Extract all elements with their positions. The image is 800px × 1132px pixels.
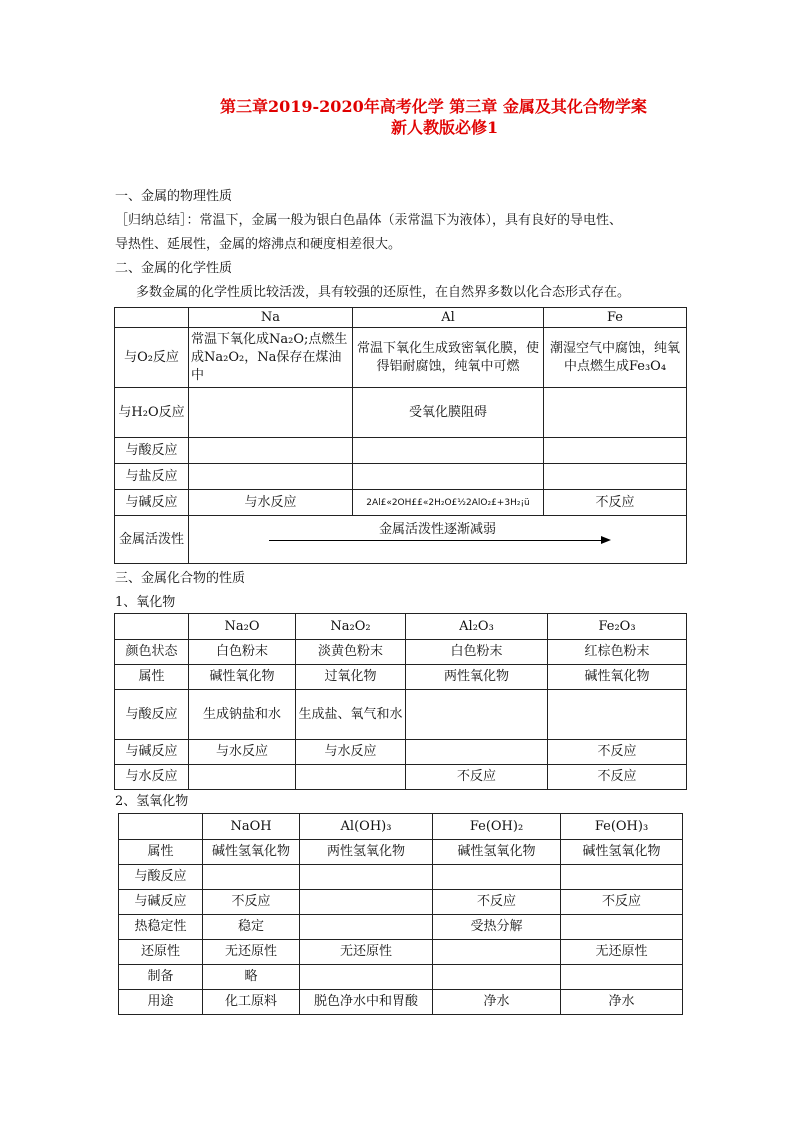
table-cell: 与水反应 — [189, 490, 353, 516]
table-row — [115, 490, 687, 516]
row-label: 还原性 — [119, 940, 203, 965]
section1-summary-line2: 导热性、延展性，金属的熔沸点和硬度相差很大。 — [115, 237, 402, 252]
table-cell: 净水 — [561, 990, 683, 1015]
document-title-line1: 第三章2019-2020年高考化学 第三章 金属及其化合物学案 — [220, 97, 647, 116]
header-cell: Fe(OH)₂ — [433, 814, 561, 840]
metal-properties-table — [114, 307, 687, 564]
table-cell: 红棕色粉末 — [548, 640, 687, 665]
table-cell — [353, 438, 544, 464]
table-cell: 不反应 — [561, 890, 683, 915]
row-label: 用途 — [119, 990, 203, 1015]
row-label: 热稳定性 — [119, 915, 203, 940]
table-cell: 无还原性 — [561, 940, 683, 965]
table-cell: 常温下氧化成Na₂O;点燃生成Na₂O₂，Na保存在煤油中 — [189, 328, 353, 388]
row-label: 与碱反应 — [115, 740, 189, 765]
table-cell: 白色粉末 — [189, 640, 296, 665]
table-row — [115, 464, 687, 490]
oxides-heading: 1、氧化物 — [115, 595, 176, 610]
table-cell: 无还原性 — [300, 940, 433, 965]
table-row — [119, 865, 683, 890]
section3-heading: 三、金属化合物的性质 — [115, 571, 246, 586]
hydroxides-heading: 2、氢氧化物 — [115, 794, 189, 809]
arrow-line — [269, 540, 607, 541]
row-label: 与水反应 — [115, 765, 189, 790]
table-header-row — [119, 814, 683, 840]
table-cell — [548, 690, 687, 740]
header-cell: Al — [353, 308, 544, 328]
table-row — [119, 840, 683, 865]
table-row — [115, 765, 687, 790]
header-cell: Al(OH)₃ — [300, 814, 433, 840]
table-cell — [189, 388, 353, 438]
table-cell: 碱性氢氧化物 — [433, 840, 561, 865]
table-cell: 化工原料 — [203, 990, 300, 1015]
table-cell — [544, 464, 687, 490]
table-cell — [189, 765, 296, 790]
header-cell: Fe(OH)₃ — [561, 814, 683, 840]
table-cell: 受氧化膜阻碍 — [353, 388, 544, 438]
header-cell — [119, 814, 203, 840]
table-cell: 白色粉末 — [406, 640, 548, 665]
table-cell: 过氧化物 — [296, 665, 406, 690]
table-row — [115, 516, 687, 564]
table-cell: 淡黄色粉末 — [296, 640, 406, 665]
table-cell: 不反应 — [203, 890, 300, 915]
table-cell: 生成钠盐和水 — [189, 690, 296, 740]
header-cell: Na — [189, 308, 353, 328]
table-cell: 无还原性 — [203, 940, 300, 965]
row-label: 与碱反应 — [115, 490, 189, 516]
table-cell: 不反应 — [548, 740, 687, 765]
table-cell: 碱性氧化物 — [189, 665, 296, 690]
table-cell — [300, 965, 433, 990]
table-cell — [353, 464, 544, 490]
arrow-right-icon — [601, 536, 611, 544]
header-cell — [115, 614, 189, 640]
table-cell — [406, 690, 548, 740]
row-label: 与酸反应 — [115, 438, 189, 464]
table-cell: 碱性氢氧化物 — [203, 840, 300, 865]
header-cell: Al₂O₃ — [406, 614, 548, 640]
table-cell: 不反应 — [548, 765, 687, 790]
header-cell: NaOH — [203, 814, 300, 840]
table-cell: 净水 — [433, 990, 561, 1015]
table-row — [115, 438, 687, 464]
table-cell — [300, 865, 433, 890]
table-header-row — [115, 614, 687, 640]
row-label: 属性 — [119, 840, 203, 865]
table-row — [119, 990, 683, 1015]
table-cell: 生成盐、氧气和水 — [296, 690, 406, 740]
table-cell: 不反应 — [406, 765, 548, 790]
table-row — [115, 388, 687, 438]
row-label: 与碱反应 — [119, 890, 203, 915]
aluminum-base-equation: 2Al£«2OH££«2H₂O£½2AlO₂£+3H₂¡ü — [353, 490, 544, 516]
activity-arrow — [191, 517, 684, 563]
activity-trend-text: 金属活泼性逐渐减弱 — [378, 521, 496, 537]
table-row — [115, 690, 687, 740]
row-label: 颜色状态 — [115, 640, 189, 665]
table-cell: 略 — [203, 965, 300, 990]
table-row — [115, 328, 687, 388]
table-cell — [433, 865, 561, 890]
table-cell: 碱性氧化物 — [548, 665, 687, 690]
row-label: 与酸反应 — [119, 865, 203, 890]
table-cell — [561, 965, 683, 990]
table-cell: 碱性氢氧化物 — [561, 840, 683, 865]
section1-summary-line1: ［归纳总结］：常温下，金属一般为银白色晶体（汞常温下为液体），具有良好的导电性、 — [115, 213, 623, 228]
table-cell — [544, 438, 687, 464]
table-cell: 脱色净水中和胃酸 — [300, 990, 433, 1015]
table-cell — [189, 464, 353, 490]
header-cell: Na₂O — [189, 614, 296, 640]
oxides-table — [114, 613, 687, 790]
table-row — [115, 740, 687, 765]
section1-heading: 一、金属的物理性质 — [115, 189, 233, 204]
table-cell — [406, 740, 548, 765]
header-cell: Fe₂O₃ — [548, 614, 687, 640]
table-cell: 不反应 — [433, 890, 561, 915]
header-cell: Na₂O₂ — [296, 614, 406, 640]
table-row — [119, 940, 683, 965]
table-cell — [561, 915, 683, 940]
table-cell — [433, 965, 561, 990]
table-cell: 两性氢氧化物 — [300, 840, 433, 865]
table-row — [115, 640, 687, 665]
section2-intro: 多数金属的化学性质比较活泼，具有较强的还原性，在自然界多数以化合态形式存在。 — [136, 285, 631, 300]
row-label: 与酸反应 — [115, 690, 189, 740]
row-label: 金属活泼性 — [115, 516, 189, 564]
table-cell: 受热分解 — [433, 915, 561, 940]
activity-trend-cell — [189, 516, 687, 564]
table-cell — [189, 438, 353, 464]
table-cell: 与水反应 — [296, 740, 406, 765]
table-cell: 与水反应 — [189, 740, 296, 765]
table-cell — [300, 915, 433, 940]
header-cell: Fe — [544, 308, 687, 328]
table-row — [119, 915, 683, 940]
table-row — [115, 665, 687, 690]
table-cell — [561, 865, 683, 890]
table-cell: 不反应 — [544, 490, 687, 516]
row-label: 制备 — [119, 965, 203, 990]
table-header-row — [115, 308, 687, 328]
table-cell: 常温下氧化生成致密氧化膜，使得铝耐腐蚀，纯氧中可燃 — [353, 328, 544, 388]
table-row — [119, 890, 683, 915]
table-cell: 潮湿空气中腐蚀，纯氧中点燃生成Fe₃O₄ — [544, 328, 687, 388]
row-label: 与盐反应 — [115, 464, 189, 490]
table-cell — [433, 940, 561, 965]
table-cell — [203, 865, 300, 890]
row-label: 与H₂O反应 — [115, 388, 189, 438]
document-title-line2: 新人教版必修1 — [391, 118, 499, 137]
header-cell — [115, 308, 189, 328]
table-cell — [544, 388, 687, 438]
table-row — [119, 965, 683, 990]
hydroxides-table — [118, 813, 683, 1015]
table-cell — [300, 890, 433, 915]
table-cell: 两性氧化物 — [406, 665, 548, 690]
section2-heading: 二、金属的化学性质 — [115, 261, 233, 276]
row-label: 与O₂反应 — [115, 328, 189, 388]
table-cell: 稳定 — [203, 915, 300, 940]
row-label: 属性 — [115, 665, 189, 690]
table-cell — [296, 765, 406, 790]
